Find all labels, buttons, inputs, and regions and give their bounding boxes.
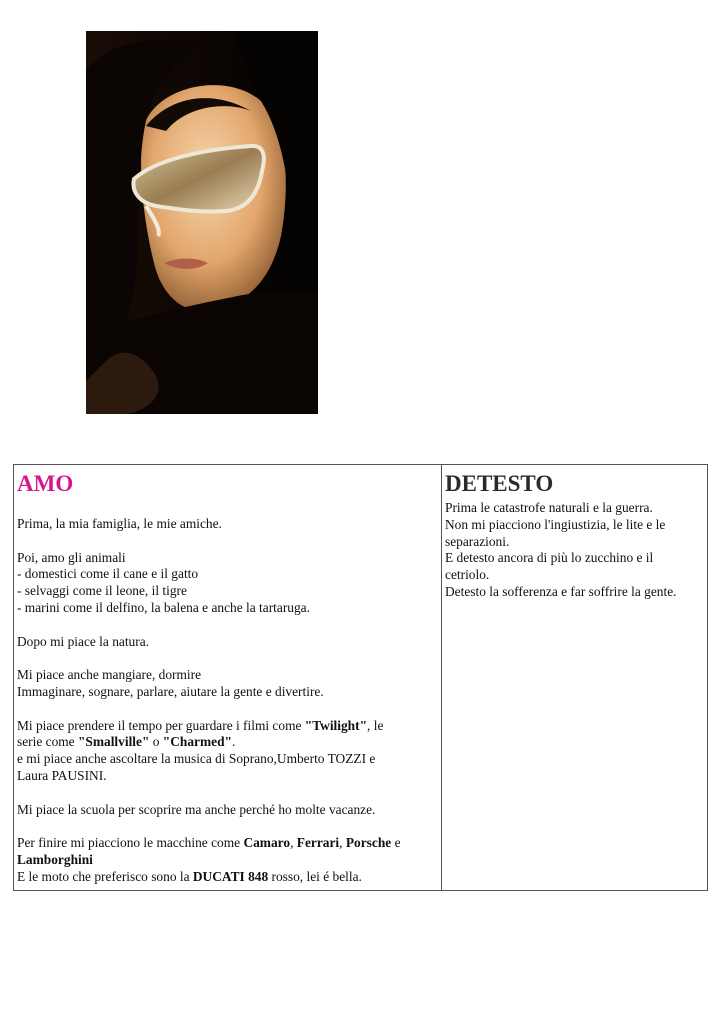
amo-school-line: Mi piace la scuola per scoprire ma anche perché ho molte vacanze.	[17, 801, 376, 817]
amo-music-line-1: e mi piace anche ascoltare la musica di Soprano,Umberto TOZZI e	[17, 751, 376, 767]
moto-ducati: DUCATI 848	[192, 868, 269, 884]
amo-column	[14, 465, 442, 891]
detesto-line-3: separazioni.	[445, 533, 510, 549]
amo-animals-marine: - marini come il delfino, la balena e anche la tartaruga.	[17, 599, 310, 615]
detesto-line-1: Prima le catastrofe naturali e la guerra.	[445, 500, 653, 515]
amo-moto-line: E le moto che preferisco sono la DUCATI 848 rosso, lei é bella.	[17, 868, 362, 884]
amo-activities-line-2: Immaginare, sognare, parlare, aiutare la gente e divertire.	[17, 683, 324, 699]
portrait-photo	[86, 31, 318, 414]
amo-films-line-1: Mi piace prendere il tempo per guardare i filmi come "Twilight", le	[17, 717, 384, 733]
detesto-line-2: Non mi piacciono l'ingiustizia, le lite e le	[445, 516, 666, 532]
detesto-heading: DETESTO	[445, 471, 554, 496]
car-lamborghini: Lamborghini	[17, 851, 93, 867]
amo-activities-line-1: Mi piace anche mangiare, dormire	[17, 667, 202, 683]
amo-detesto-table	[13, 464, 708, 891]
amo-animals-intro: Poi, amo gli animali	[17, 549, 126, 565]
amo-cars-line-2	[17, 852, 438, 869]
detesto-line-4: E detesto ancora di più lo zucchino e il	[445, 550, 654, 566]
film-twilight: "Twilight"	[304, 717, 368, 733]
amo-music-line-2: Laura PAUSINI.	[17, 767, 107, 783]
car-ferrari: Ferrari	[296, 835, 340, 851]
detesto-line-5: cetriolo.	[445, 567, 490, 583]
amo-family-line: Prima, la mia famiglia, le mie amiche.	[17, 516, 222, 531]
amo-animals-wild: - selvaggi come il leone, il tigre	[17, 583, 187, 599]
amo-animals-domestic: - domestici come il cane e il gatto	[17, 566, 199, 582]
car-camaro: Camaro	[243, 835, 291, 851]
detesto-column	[442, 465, 708, 891]
series-charmed: "Charmed"	[162, 734, 232, 750]
amo-films-line-2: serie come "Smallville" o "Charmed".	[17, 734, 236, 750]
car-porsche: Porsche	[345, 835, 392, 851]
detesto-line-6: Detesto la sofferenza e far soffrire la gente.	[445, 583, 677, 599]
amo-heading: AMO	[17, 471, 74, 496]
amo-nature-line: Dopo mi piace la natura.	[17, 633, 149, 649]
amo-cars-line-1: Per finire mi piacciono le macchine come Camaro, Ferrari, Porsche e	[17, 835, 401, 851]
series-smallville: "Smallville"	[77, 734, 150, 750]
